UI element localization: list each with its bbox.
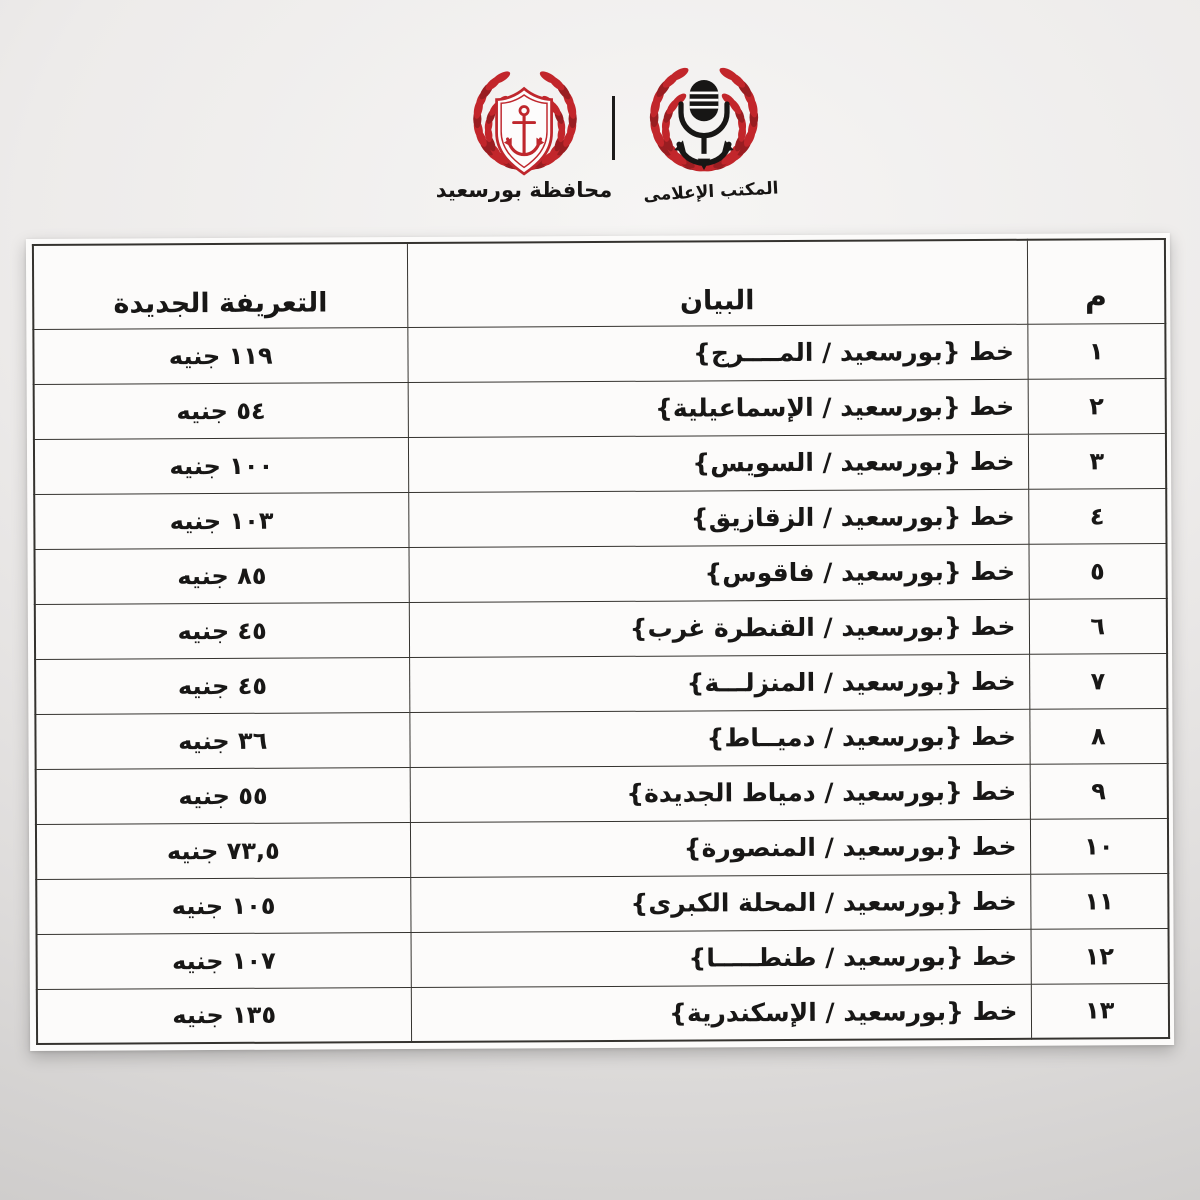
- governorate-logo-caption: محافظة بورسعيد: [435, 178, 613, 202]
- fare-row: [34, 378, 1166, 439]
- fare-row: [35, 653, 1167, 714]
- route-description-cell: خط {بورسعيد / المحلة الكبرى}: [410, 874, 1030, 932]
- row-number-cell: ٣: [1028, 433, 1166, 489]
- row-number-cell: ٢: [1028, 378, 1166, 434]
- route-description-cell: خط {بورسعيد / الزقازيق}: [408, 489, 1028, 547]
- new-fare-cell: ١٠٠ جنيه: [34, 437, 408, 494]
- route-description-cell: خط {بورسعيد / فاقوس}: [408, 544, 1028, 602]
- col-header-description: البيان: [407, 240, 1027, 327]
- row-number-cell: ٥: [1028, 543, 1166, 599]
- row-number-cell: ١٢: [1031, 928, 1169, 984]
- route-description-cell: خط {بورسعيد / المــــرج}: [407, 324, 1027, 382]
- route-description-cell: خط {بورسعيد / طنطـــــا}: [411, 929, 1031, 987]
- route-description-cell: خط {بورسعيد / دميــاط}: [409, 709, 1029, 767]
- fare-row: [37, 983, 1169, 1044]
- col-header-new-fare: التعريفة الجديدة: [33, 243, 407, 329]
- route-description-cell: خط {بورسعيد / دمياط الجديدة}: [410, 764, 1030, 822]
- route-description-cell: خط {بورسعيد / القنطرة غرب}: [409, 599, 1029, 657]
- row-number-cell: ١١: [1030, 873, 1168, 929]
- governorate-logo-icon: [459, 62, 591, 194]
- new-fare-cell: ١٣٥ جنيه: [37, 987, 411, 1044]
- col-header-number: م: [1027, 239, 1165, 324]
- row-number-cell: ١٣: [1031, 983, 1169, 1039]
- fare-row: [34, 433, 1166, 494]
- new-fare-cell: ٥٤ جنيه: [34, 382, 408, 439]
- table-header-row: [33, 239, 1165, 329]
- fare-row: [36, 763, 1168, 824]
- new-fare-cell: ١٠٧ جنيه: [37, 932, 411, 989]
- fare-row: [33, 323, 1165, 384]
- scanned-document: [26, 233, 1174, 1051]
- new-fare-cell: ١٠٥ جنيه: [36, 877, 410, 934]
- new-fare-cell: ٤٥ جنيه: [35, 657, 409, 714]
- row-number-cell: ٦: [1029, 598, 1167, 654]
- fare-row: [36, 873, 1168, 934]
- fare-table: [32, 238, 1170, 1045]
- route-description-cell: خط {بورسعيد / المنصورة}: [410, 819, 1030, 877]
- new-fare-cell: ٨٥ جنيه: [35, 547, 409, 604]
- row-number-cell: ٤: [1028, 488, 1166, 544]
- row-number-cell: ٨: [1029, 708, 1167, 764]
- new-fare-cell: ١٠٣ جنيه: [34, 492, 408, 549]
- new-fare-cell: ٧٣,٥ جنيه: [36, 822, 410, 879]
- row-number-cell: ٩: [1030, 763, 1168, 819]
- new-fare-cell: ٤٥ جنيه: [35, 602, 409, 659]
- logo-divider: [612, 96, 615, 160]
- header-logos: [0, 0, 1200, 230]
- route-description-cell: خط {بورسعيد / المنزلـــة}: [409, 654, 1029, 712]
- row-number-cell: ٧: [1029, 653, 1167, 709]
- route-description-cell: خط {بورسعيد / الإسكندرية}: [411, 984, 1031, 1042]
- fare-row: [37, 928, 1169, 989]
- media-office-logo-caption: المكتب الإعلامى: [643, 178, 779, 206]
- fare-row: [35, 598, 1167, 659]
- fare-row: [35, 708, 1167, 769]
- route-description-cell: خط {بورسعيد / السويس}: [408, 434, 1028, 492]
- fare-row: [34, 488, 1166, 549]
- fare-row: [36, 818, 1168, 879]
- fare-table-body: [33, 323, 1169, 1044]
- route-description-cell: خط {بورسعيد / الإسماعيلية}: [408, 379, 1028, 437]
- new-fare-cell: ٣٦ جنيه: [35, 712, 409, 769]
- fare-row: [35, 543, 1167, 604]
- new-fare-cell: ٥٥ جنيه: [36, 767, 410, 824]
- media-office-logo-icon: [635, 58, 773, 196]
- new-fare-cell: ١١٩ جنيه: [33, 327, 407, 384]
- row-number-cell: ١٠: [1030, 818, 1168, 874]
- row-number-cell: ١: [1027, 323, 1165, 379]
